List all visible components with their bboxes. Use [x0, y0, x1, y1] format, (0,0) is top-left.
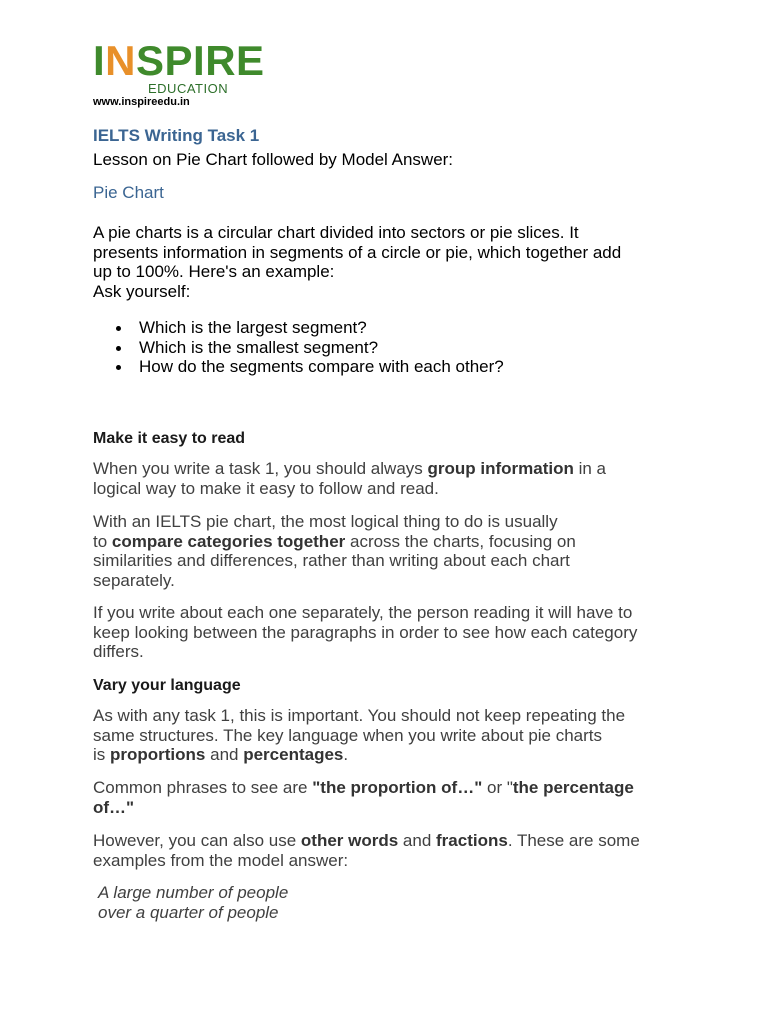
paragraph-separately: If you write about each one separately, the person reading it will have to keep looking between the paragraphs in order to see how each category differs.: [93, 603, 638, 661]
document-subtitle: Lesson on Pie Chart followed by Model Answer:: [93, 150, 454, 169]
heading-vary-language: Vary your language: [93, 677, 241, 694]
heading-make-it-easy: Make it easy to read: [93, 430, 246, 447]
logo-subtitle: EDUCATION: [148, 81, 229, 96]
list-item: How do the segments compare with each other?: [93, 357, 504, 377]
logo-wordmark: INSPIRE: [93, 37, 265, 84]
list-item: Which is the smallest segment?: [93, 338, 504, 358]
inspire-education-logo: [93, 37, 265, 110]
paragraph-group-information: When you write a task 1, you should always group information in a logical way to make it easy to follow and read.: [93, 459, 607, 498]
paragraph-common-phrases: Common phrases to see are "the proportion of…" or "the percentage of…": [93, 778, 634, 817]
example-phrase: A large number of people: [98, 883, 289, 902]
paragraph-key-language: As with any task 1, this is important. You should not keep repeating the same structures. The key language when you write about pie charts is proportions and percentages.: [93, 706, 626, 764]
section-heading: Pie Chart: [93, 183, 164, 202]
bullet-icon: [116, 365, 121, 370]
website-url: www.inspireedu.in: [93, 96, 190, 108]
paragraph-compare-categories: With an IELTS pie chart, the most logical thing to do is usually to compare categories together across the charts, focusing on similarities and differences, rather than writing about each chart separately.: [93, 512, 576, 590]
bullet-icon: [116, 326, 121, 331]
intro-paragraph: A pie charts is a circular chart divided into sectors or pie slices. It presents information in segments of a circle or pie, which together add up to 100%. Here's an example: Ask yourself:: [93, 223, 622, 301]
bullet-icon: [116, 346, 121, 351]
example-phrase: over a quarter of people: [98, 903, 279, 922]
list-item: Which is the largest segment?: [93, 318, 504, 338]
document-title: IELTS Writing Task 1: [93, 126, 260, 145]
paragraph-other-words: However, you can also use other words and fractions. These are some examples from the model answer:: [93, 831, 640, 870]
question-list: [93, 318, 504, 377]
